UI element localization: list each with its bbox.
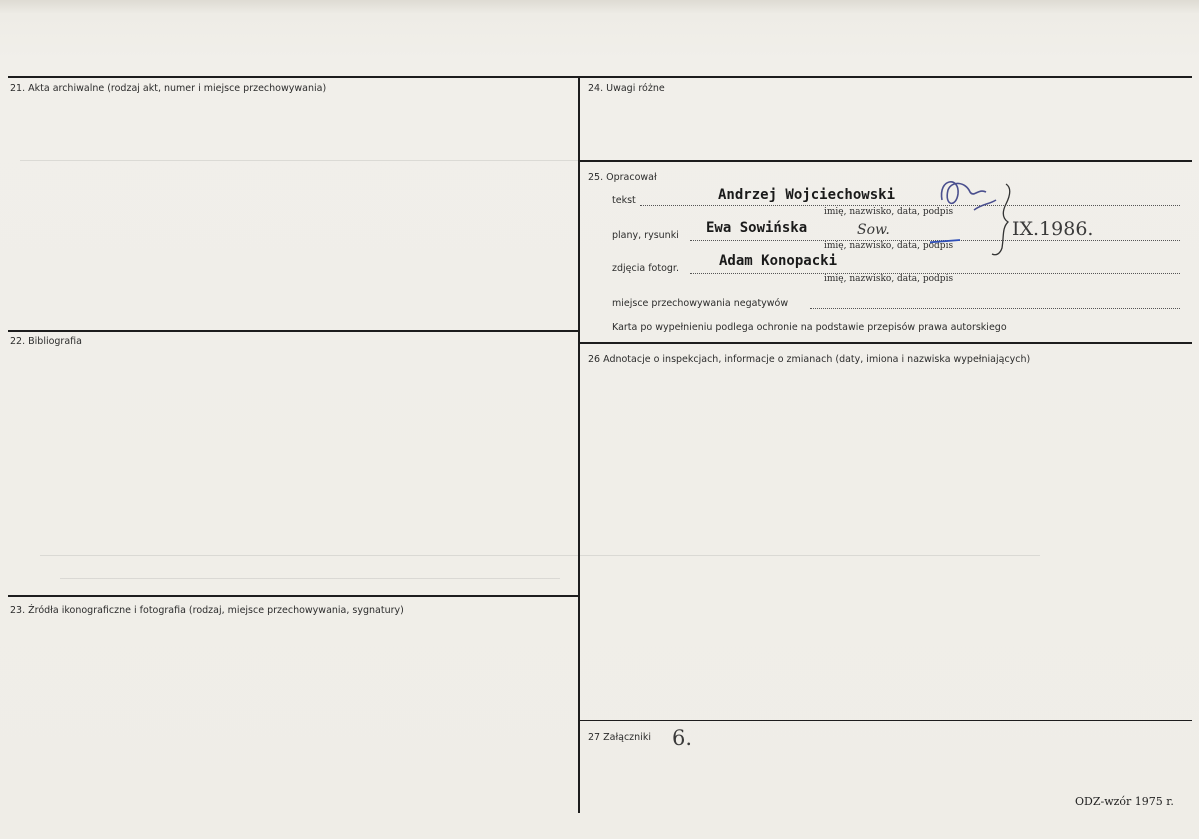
- bleed-line: [40, 555, 1040, 556]
- section-22-label: 22. Bibliografia: [10, 336, 82, 347]
- center-divider: [578, 76, 580, 813]
- tekst-hint: imię, nazwisko, data, podpis: [824, 207, 954, 217]
- rule-22-23: [8, 595, 579, 597]
- tekst-line: [640, 205, 1180, 206]
- copyright-note: Karta po wypełnieniu podlega ochronie na podstawie przepisów prawa autorskiego: [612, 322, 1007, 333]
- rule-26-27: [579, 720, 1192, 721]
- signature-konopacki: [930, 240, 960, 282]
- handwritten-date: IX.1986.: [1012, 218, 1094, 240]
- brace-icon: [992, 184, 1010, 255]
- section-25-label: 25. Opracował: [588, 172, 657, 183]
- section-27-value: 6.: [672, 726, 693, 750]
- zdjecia-hint: imię, nazwisko, data, podpis: [824, 274, 954, 284]
- section-27-label: 27 Załączniki: [588, 732, 651, 743]
- signatures-svg: [930, 170, 1030, 300]
- rule-24-25: [579, 160, 1192, 162]
- plany-label: plany, rysunki: [612, 230, 679, 241]
- section-24-label: 24. Uwagi różne: [588, 83, 665, 94]
- negatives-line: [810, 308, 1180, 309]
- plany-value: Ewa Sowińska: [706, 220, 808, 236]
- section-26-label: 26 Adnotacje o inspekcjach, informacje o zmianach (daty, imiona i nazwiska wypełniających): [588, 354, 1031, 365]
- signature-wojciechowski: [942, 182, 996, 210]
- plany-hint: imię, nazwisko, data, podpis: [824, 241, 954, 251]
- tekst-label: tekst: [612, 195, 636, 206]
- form-footer: ODZ-wzór 1975 r.: [1075, 795, 1174, 808]
- section-21-label: 21. Akta archiwalne (rodzaj akt, numer i miejsce przechowywania): [10, 83, 327, 94]
- rule-25-26: [579, 342, 1192, 344]
- zdjecia-value: Adam Konopacki: [719, 253, 838, 269]
- negatives-label: miejsce przechowywania negatywów: [612, 298, 789, 309]
- plany-signature: Sow.: [857, 222, 890, 238]
- section-23-label: 23. Źródła ikonograficzne i fotografia (rodzaj, miejsce przechowywania, sygnatury): [10, 605, 404, 616]
- zdjecia-label: zdjęcia fotogr.: [612, 263, 679, 274]
- top-rule: [8, 76, 1192, 78]
- bleed-line: [60, 578, 560, 579]
- rule-21-22: [8, 330, 579, 332]
- tekst-value: Andrzej Wojciechowski: [718, 187, 896, 203]
